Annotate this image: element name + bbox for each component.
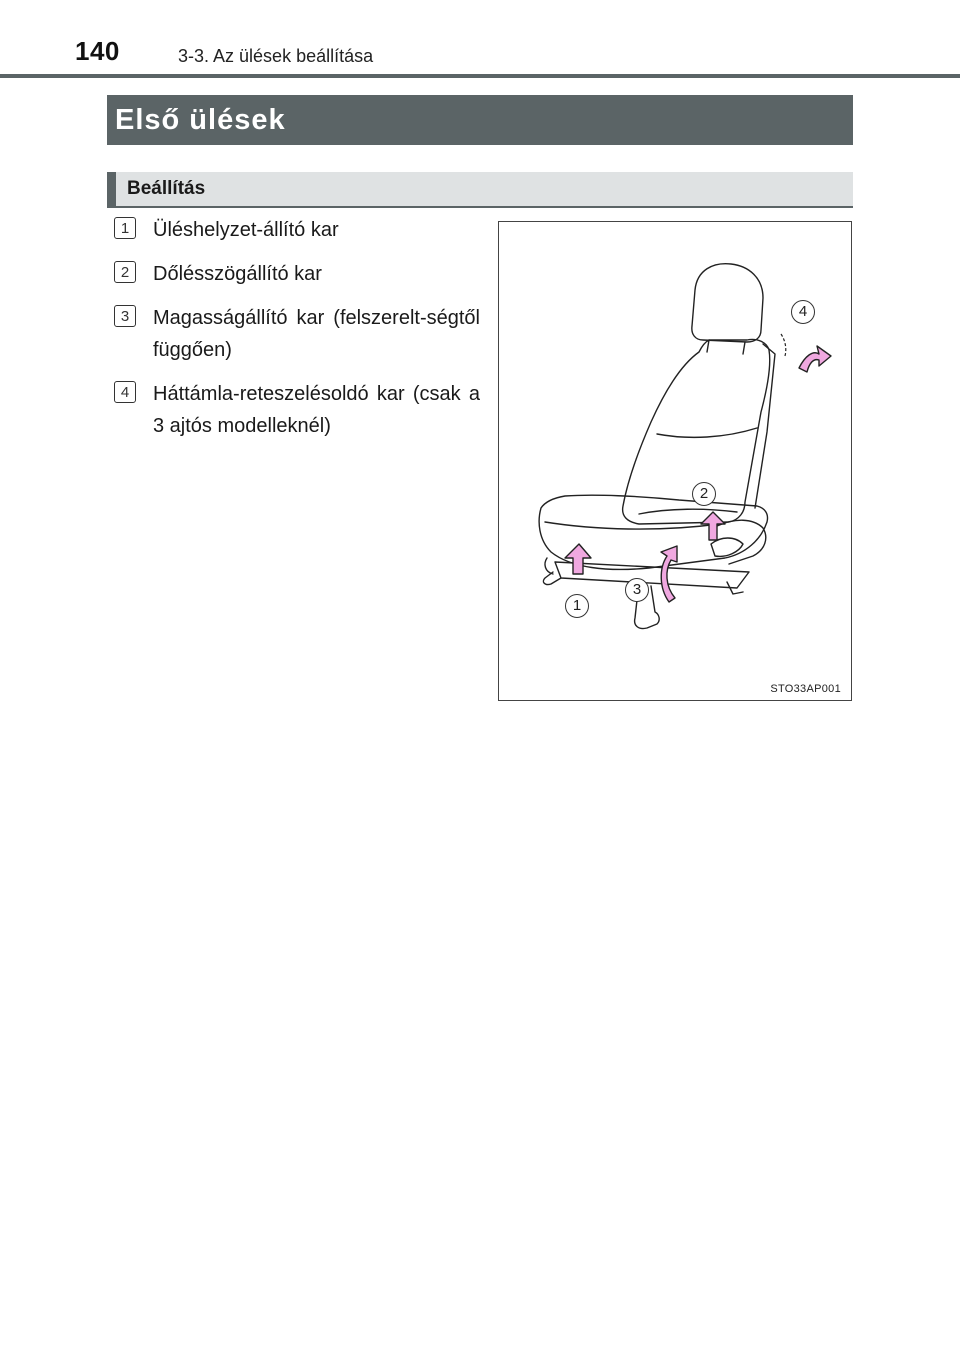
item-number-badge: 2 <box>114 261 136 283</box>
item-number-badge: 4 <box>114 381 136 403</box>
item-text: Háttámla-reteszelésoldó kar (csak a 3 ajtós modelleknél) <box>153 383 480 437</box>
page-number: 140 <box>75 36 120 66</box>
list-item <box>114 378 480 442</box>
figure-label-4: 4 <box>791 300 815 324</box>
item-number-badge: 1 <box>114 217 136 239</box>
header-rule <box>0 74 960 78</box>
list-item <box>114 214 480 246</box>
section-banner <box>107 95 853 145</box>
figure-label-3: 3 <box>625 578 649 602</box>
item-text: Magasságállító kar (felszerelt-ségtől függően) <box>153 307 480 361</box>
seat-figure <box>498 221 852 701</box>
section-title: Első ülések <box>115 104 286 136</box>
item-text: Üléshelyzet-állító kar <box>153 219 339 241</box>
lever-list <box>114 214 480 454</box>
list-item <box>114 302 480 366</box>
item-text: Dőlésszögállító kar <box>153 263 322 285</box>
subsection-title: Beállítás <box>127 178 206 199</box>
figure-label-2: 2 <box>692 482 716 506</box>
headrest <box>692 264 763 342</box>
figure-label-1: 1 <box>565 594 589 618</box>
chapter-title: 3-3. Az ülések beállítása <box>178 46 374 66</box>
list-item <box>114 258 480 290</box>
lever-arrows <box>565 346 831 602</box>
item-number-badge: 3 <box>114 305 136 327</box>
seat-illustration <box>499 222 850 699</box>
subsection-bar <box>107 172 853 208</box>
subsection-accent <box>107 172 116 206</box>
figure-code: STO33AP001 <box>770 683 841 695</box>
